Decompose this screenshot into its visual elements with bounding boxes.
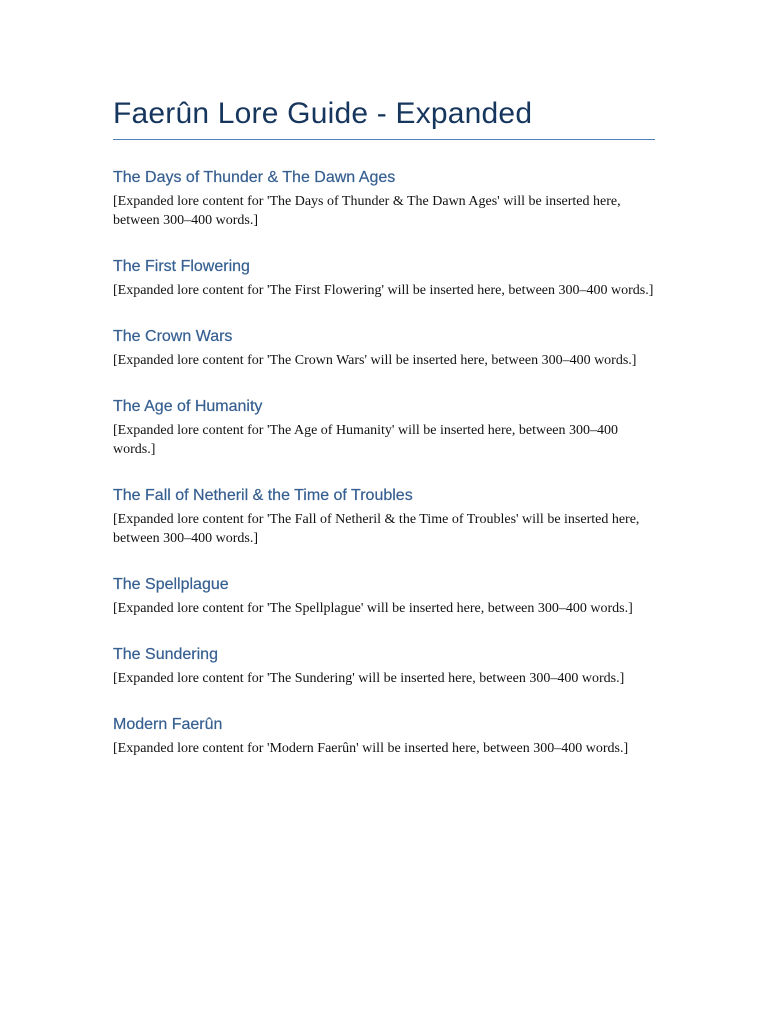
section-heading: The Spellplague [113, 576, 229, 593]
title-underline [113, 139, 655, 140]
document-title: Faerûn Lore Guide - Expanded [113, 97, 533, 130]
section-spellplague [113, 575, 655, 618]
section-body: [Expanded lore content for 'The Sundering' will be inserted here, between 300–400 words.] [113, 671, 625, 686]
section-body: [Expanded lore content for 'The Spellplague' will be inserted here, between 300–400 words.] [113, 601, 633, 616]
section-heading: The First Flowering [113, 258, 250, 275]
section-body: [Expanded lore content for 'The Age of Humanity' will be inserted here, between 300–400 words.] [113, 423, 618, 457]
section-heading: Modern Faerûn [113, 716, 223, 733]
section-heading: The Sundering [113, 646, 218, 663]
section-body: [Expanded lore content for 'The Days of Thunder & The Dawn Ages' will be inserted here, between 300–400 words.] [113, 194, 621, 228]
section-body: [Expanded lore content for 'The First Flowering' will be inserted here, between 300–400 words.] [113, 283, 654, 298]
section-first-flowering [113, 257, 655, 300]
section-body: [Expanded lore content for 'Modern Faerûn' will be inserted here, between 300–400 words.] [113, 741, 629, 756]
section-body: [Expanded lore content for 'The Crown Wars' will be inserted here, between 300–400 words.] [113, 353, 637, 368]
section-heading: The Crown Wars [113, 328, 233, 345]
section-body: [Expanded lore content for 'The Fall of Netheril & the Time of Troubles' will be inserted here, between 300–400 words.] [113, 512, 640, 546]
section-age-of-humanity [113, 397, 655, 459]
section-crown-wars [113, 327, 655, 370]
section-fall-of-netheril [113, 486, 655, 548]
section-modern-faerun [113, 715, 655, 758]
section-heading: The Days of Thunder & The Dawn Ages [113, 169, 396, 186]
section-days-of-thunder [113, 168, 655, 230]
section-heading: The Fall of Netheril & the Time of Troubles [113, 487, 413, 504]
section-heading: The Age of Humanity [113, 398, 263, 415]
section-sundering [113, 645, 655, 688]
